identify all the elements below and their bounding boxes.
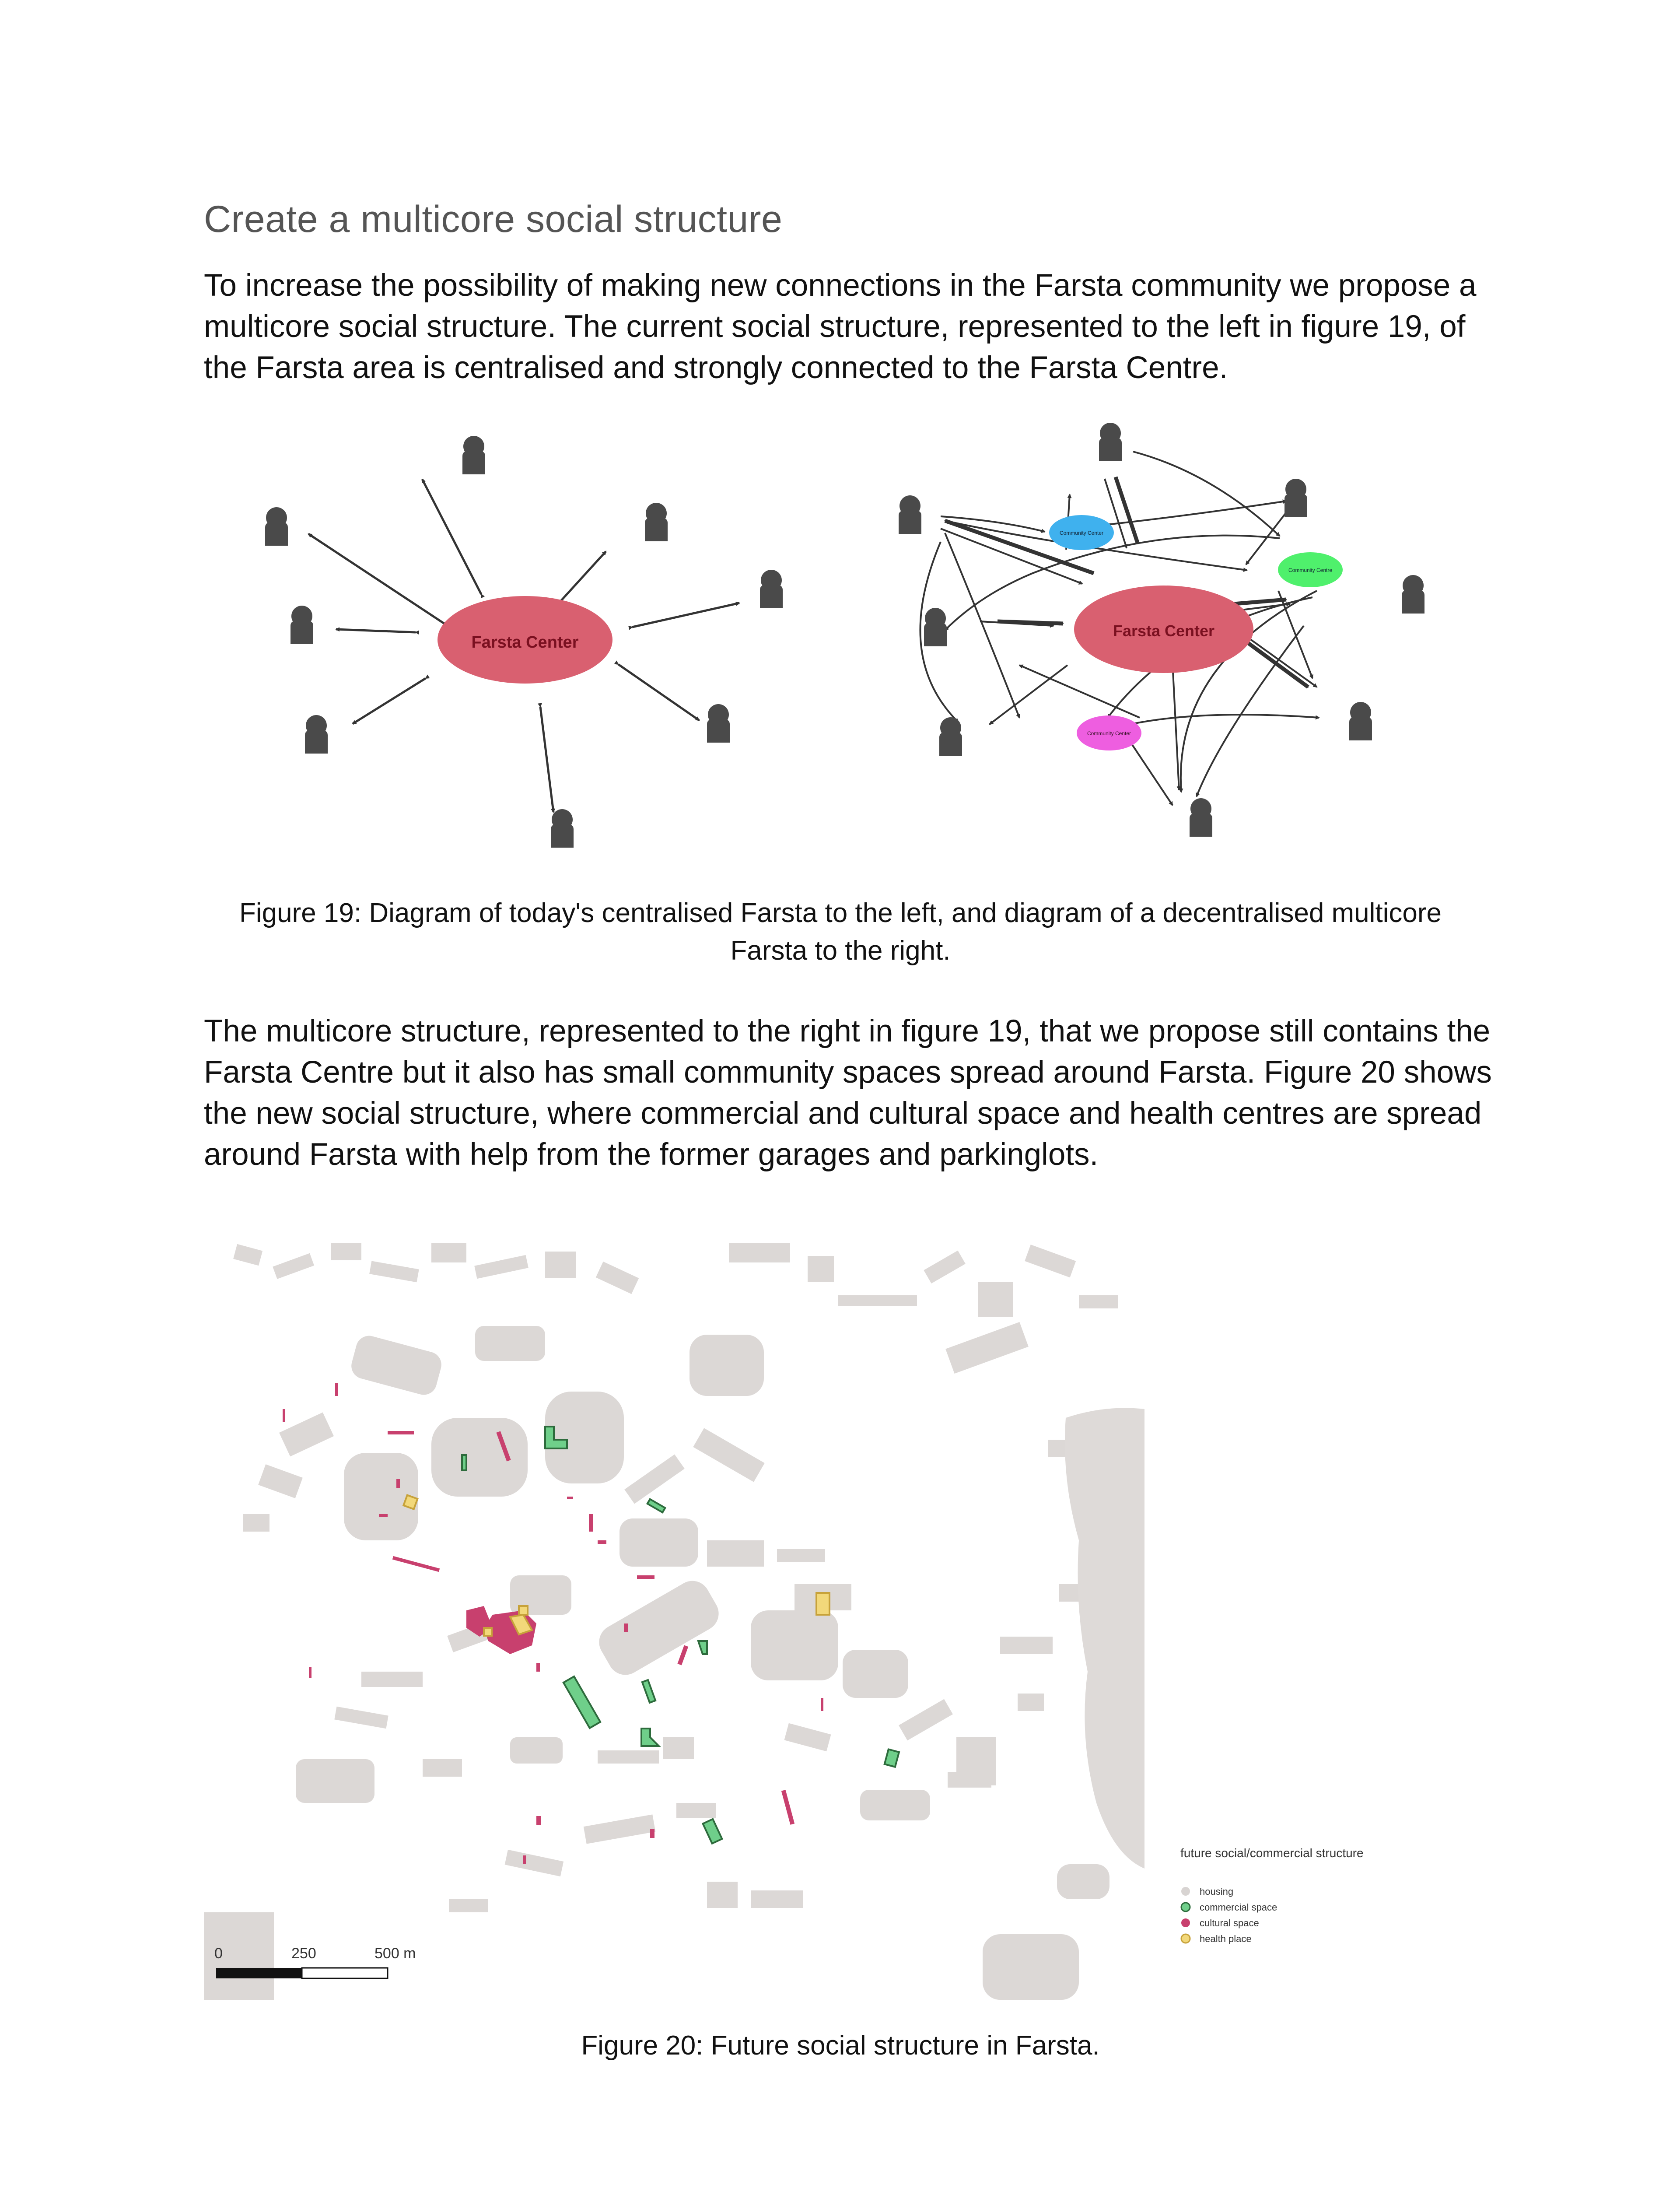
- multicore-diagram: [899, 423, 1424, 837]
- community-center-pink-label: Community Center: [1087, 730, 1131, 736]
- farsta-center-left-label: Farsta Center: [471, 633, 579, 652]
- scale-label-0: 0: [214, 1945, 223, 1962]
- legend-housing: housing: [1200, 1886, 1234, 1897]
- community-center-green-label: Community Centre: [1288, 567, 1333, 573]
- section-heading: Create a multicore social structure: [204, 198, 783, 240]
- scale-label-500m: 500 m: [374, 1945, 416, 1962]
- legend-cultural: cultural space: [1200, 1918, 1259, 1929]
- scale-label-250: 250: [291, 1945, 316, 1962]
- intro-paragraph: To increase the possibility of making new connections in the Farsta community we propose a multicore social structure. The current social structure, represented to the left in figure 19, of the Farsta area is centralised and strongly connected to the Farsta Centre.: [204, 268, 1477, 385]
- multicore-paragraph: The multicore structure, represented to the right in figure 19, that we propose still contains the Farsta Centre but it also has small community spaces spread around Farsta. Figure 20 shows the new social structure, where commercial and cultural space and health centres are spread around Farsta with help from the former garages and parkinglots.: [204, 1014, 1492, 1172]
- legend-swatch-housing: [1181, 1887, 1190, 1896]
- legend-swatch-commercial: [1181, 1903, 1190, 1911]
- figure-20-caption: Figure 20: Future social structure in Farsta.: [581, 2030, 1100, 2061]
- figure-20-map: [204, 1234, 1390, 2000]
- legend-health: health place: [1200, 1933, 1252, 1944]
- figure-19-diagram: [236, 420, 1474, 866]
- legend-title: future social/commercial structure: [1180, 1846, 1364, 1860]
- legend-swatch-health: [1181, 1934, 1190, 1943]
- community-center-blue-label: Community Center: [1059, 530, 1104, 536]
- legend-swatch-cultural: [1181, 1918, 1190, 1927]
- legend-commercial: commercial space: [1200, 1902, 1278, 1913]
- centralised-diagram: [265, 436, 783, 848]
- map-legend: [1180, 1846, 1364, 1944]
- figure-19-caption: Figure 19: Diagram of today's centralised Farsta to the left, and diagram of a decentralised multicore Farsta to the right.: [239, 898, 1442, 966]
- farsta-center-right-label: Farsta Center: [1113, 622, 1215, 640]
